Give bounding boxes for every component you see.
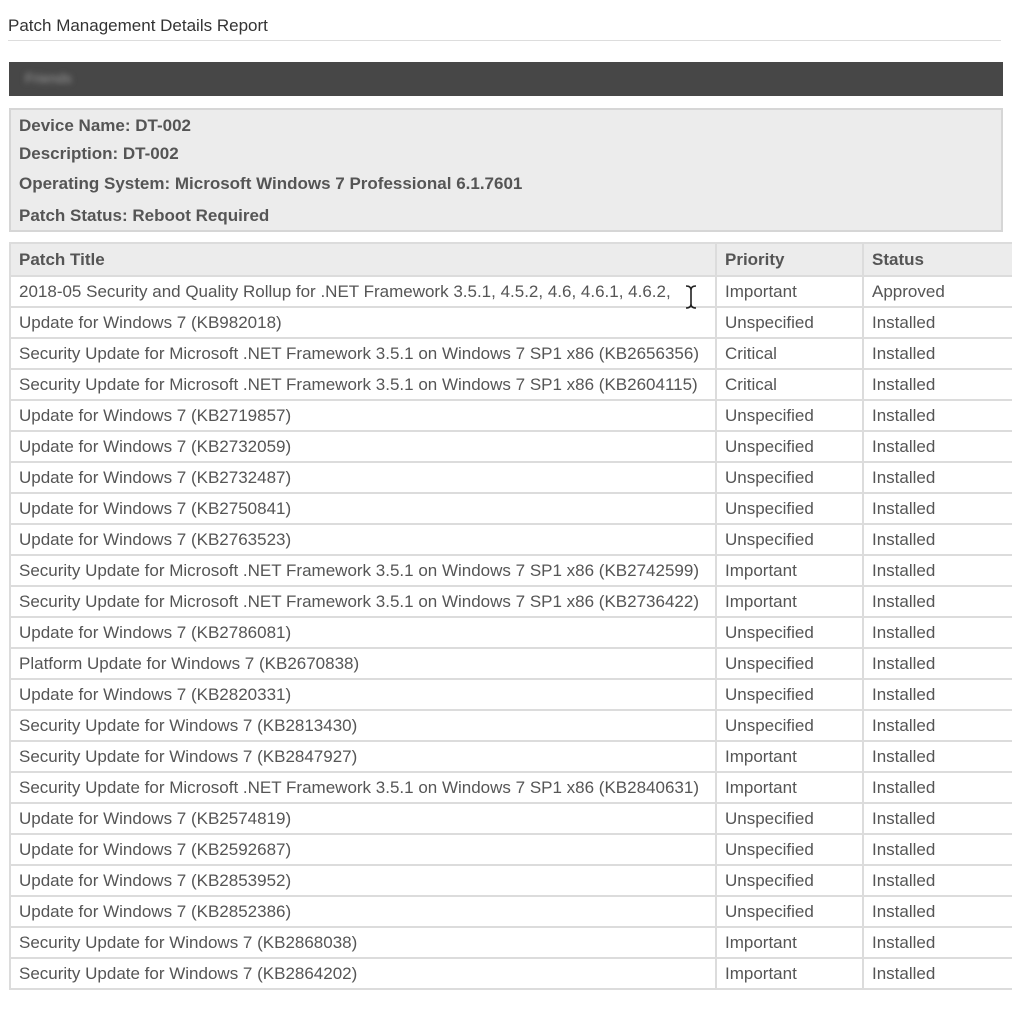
patch-title-cell: Update for Windows 7 (KB2592687)	[10, 834, 716, 865]
patch-title-cell: Security Update for Microsoft .NET Framework 3.5.1 on Windows 7 SP1 x86 (KB2736422)	[10, 586, 716, 617]
status-cell: Installed	[863, 896, 1012, 927]
priority-cell: Important	[716, 586, 863, 617]
priority-cell: Unspecified	[716, 493, 863, 524]
table-row[interactable]	[10, 400, 1012, 431]
patch-title-cell: Update for Windows 7 (KB2732487)	[10, 462, 716, 493]
patch-title-cell: Security Update for Microsoft .NET Framework 3.5.1 on Windows 7 SP1 x86 (KB2742599)	[10, 555, 716, 586]
table-row[interactable]	[10, 741, 1012, 772]
table-row[interactable]	[10, 524, 1012, 555]
table-row[interactable]	[10, 586, 1012, 617]
table-row[interactable]	[10, 834, 1012, 865]
table-row[interactable]	[10, 927, 1012, 958]
status-cell: Installed	[863, 834, 1012, 865]
patch-title-cell: Update for Windows 7 (KB2786081)	[10, 617, 716, 648]
priority-cell: Unspecified	[716, 834, 863, 865]
priority-cell: Important	[716, 927, 863, 958]
table-row[interactable]	[10, 493, 1012, 524]
priority-cell: Unspecified	[716, 679, 863, 710]
patch-title-cell: Security Update for Windows 7 (KB2868038)	[10, 927, 716, 958]
priority-cell: Important	[716, 741, 863, 772]
priority-cell: Unspecified	[716, 462, 863, 493]
status-cell: Installed	[863, 865, 1012, 896]
priority-cell: Important	[716, 276, 863, 307]
table-row[interactable]	[10, 617, 1012, 648]
group-header-label: Friends	[25, 70, 72, 86]
patch-title-cell: Update for Windows 7 (KB2732059)	[10, 431, 716, 462]
priority-cell: Important	[716, 555, 863, 586]
table-row[interactable]	[10, 648, 1012, 679]
patch-title-cell: Security Update for Windows 7 (KB2847927)	[10, 741, 716, 772]
priority-cell: Unspecified	[716, 648, 863, 679]
status-cell: Installed	[863, 524, 1012, 555]
device-patch-status: Patch Status: Reboot Required	[19, 206, 270, 225]
table-row[interactable]	[10, 865, 1012, 896]
priority-cell: Important	[716, 958, 863, 989]
patch-title-cell: Update for Windows 7 (KB2852386)	[10, 896, 716, 927]
patch-title-cell: Platform Update for Windows 7 (KB2670838)	[10, 648, 716, 679]
status-cell: Installed	[863, 772, 1012, 803]
device-info-panel	[9, 108, 1003, 232]
status-cell: Installed	[863, 741, 1012, 772]
status-cell: Installed	[863, 617, 1012, 648]
priority-cell: Unspecified	[716, 617, 863, 648]
table-row[interactable]	[10, 338, 1012, 369]
column-header-patch-title[interactable]: Patch Title	[10, 243, 716, 276]
patch-title-cell: Update for Windows 7 (KB982018)	[10, 307, 716, 338]
status-cell: Installed	[863, 307, 1012, 338]
patch-title-cell: Security Update for Windows 7 (KB2813430)	[10, 710, 716, 741]
status-cell: Installed	[863, 493, 1012, 524]
status-cell: Installed	[863, 369, 1012, 400]
patch-table-body	[10, 276, 1012, 989]
table-row[interactable]	[10, 462, 1012, 493]
status-cell: Installed	[863, 462, 1012, 493]
text-cursor-icon	[684, 284, 698, 310]
patch-title-cell: Security Update for Microsoft .NET Framework 3.5.1 on Windows 7 SP1 x86 (KB2604115)	[10, 369, 716, 400]
group-header-bar	[9, 62, 1003, 96]
table-row[interactable]	[10, 276, 1012, 307]
patch-title-cell: Update for Windows 7 (KB2750841)	[10, 493, 716, 524]
table-row[interactable]	[10, 431, 1012, 462]
patch-table	[9, 242, 1012, 990]
status-cell: Installed	[863, 555, 1012, 586]
priority-cell: Unspecified	[716, 865, 863, 896]
status-cell: Installed	[863, 400, 1012, 431]
status-cell: Installed	[863, 648, 1012, 679]
patch-title-cell: Security Update for Microsoft .NET Framework 3.5.1 on Windows 7 SP1 x86 (KB2840631)	[10, 772, 716, 803]
table-row[interactable]	[10, 710, 1012, 741]
patch-title-cell: Update for Windows 7 (KB2574819)	[10, 803, 716, 834]
patch-title-cell: 2018-05 Security and Quality Rollup for .NET Framework 3.5.1, 4.5.2, 4.6, 4.6.1, 4.6.2,	[10, 276, 716, 307]
status-cell: Installed	[863, 338, 1012, 369]
title-divider	[8, 40, 1001, 41]
patch-title-cell: Update for Windows 7 (KB2763523)	[10, 524, 716, 555]
patch-title-cell: Update for Windows 7 (KB2719857)	[10, 400, 716, 431]
status-cell: Installed	[863, 710, 1012, 741]
table-row[interactable]	[10, 896, 1012, 927]
priority-cell: Critical	[716, 369, 863, 400]
status-cell: Installed	[863, 958, 1012, 989]
priority-cell: Unspecified	[716, 710, 863, 741]
status-cell: Installed	[863, 679, 1012, 710]
table-header-row	[10, 243, 1012, 276]
table-row[interactable]	[10, 772, 1012, 803]
priority-cell: Unspecified	[716, 307, 863, 338]
status-cell: Installed	[863, 586, 1012, 617]
priority-cell: Unspecified	[716, 524, 863, 555]
priority-cell: Critical	[716, 338, 863, 369]
device-description: Description: DT-002	[19, 144, 179, 163]
status-cell: Installed	[863, 431, 1012, 462]
page-title: Patch Management Details Report	[8, 16, 268, 35]
column-header-status[interactable]: Status	[863, 243, 1012, 276]
status-cell: Installed	[863, 803, 1012, 834]
device-operating-system: Operating System: Microsoft Windows 7 Professional 6.1.7601	[19, 174, 523, 193]
priority-cell: Unspecified	[716, 803, 863, 834]
table-row[interactable]	[10, 369, 1012, 400]
priority-cell: Important	[716, 772, 863, 803]
table-row[interactable]	[10, 307, 1012, 338]
patch-title-cell: Security Update for Microsoft .NET Framework 3.5.1 on Windows 7 SP1 x86 (KB2656356)	[10, 338, 716, 369]
table-row[interactable]	[10, 555, 1012, 586]
priority-cell: Unspecified	[716, 431, 863, 462]
patch-title-cell: Update for Windows 7 (KB2820331)	[10, 679, 716, 710]
patch-title-cell: Security Update for Windows 7 (KB2864202)	[10, 958, 716, 989]
priority-cell: Unspecified	[716, 896, 863, 927]
status-cell: Approved	[863, 276, 1012, 307]
column-header-priority[interactable]: Priority	[716, 243, 863, 276]
priority-cell: Unspecified	[716, 400, 863, 431]
patch-title-cell: Update for Windows 7 (KB2853952)	[10, 865, 716, 896]
device-name: Device Name: DT-002	[19, 116, 191, 135]
status-cell: Installed	[863, 927, 1012, 958]
table-row[interactable]	[10, 679, 1012, 710]
table-row[interactable]	[10, 803, 1012, 834]
table-row[interactable]	[10, 958, 1012, 989]
